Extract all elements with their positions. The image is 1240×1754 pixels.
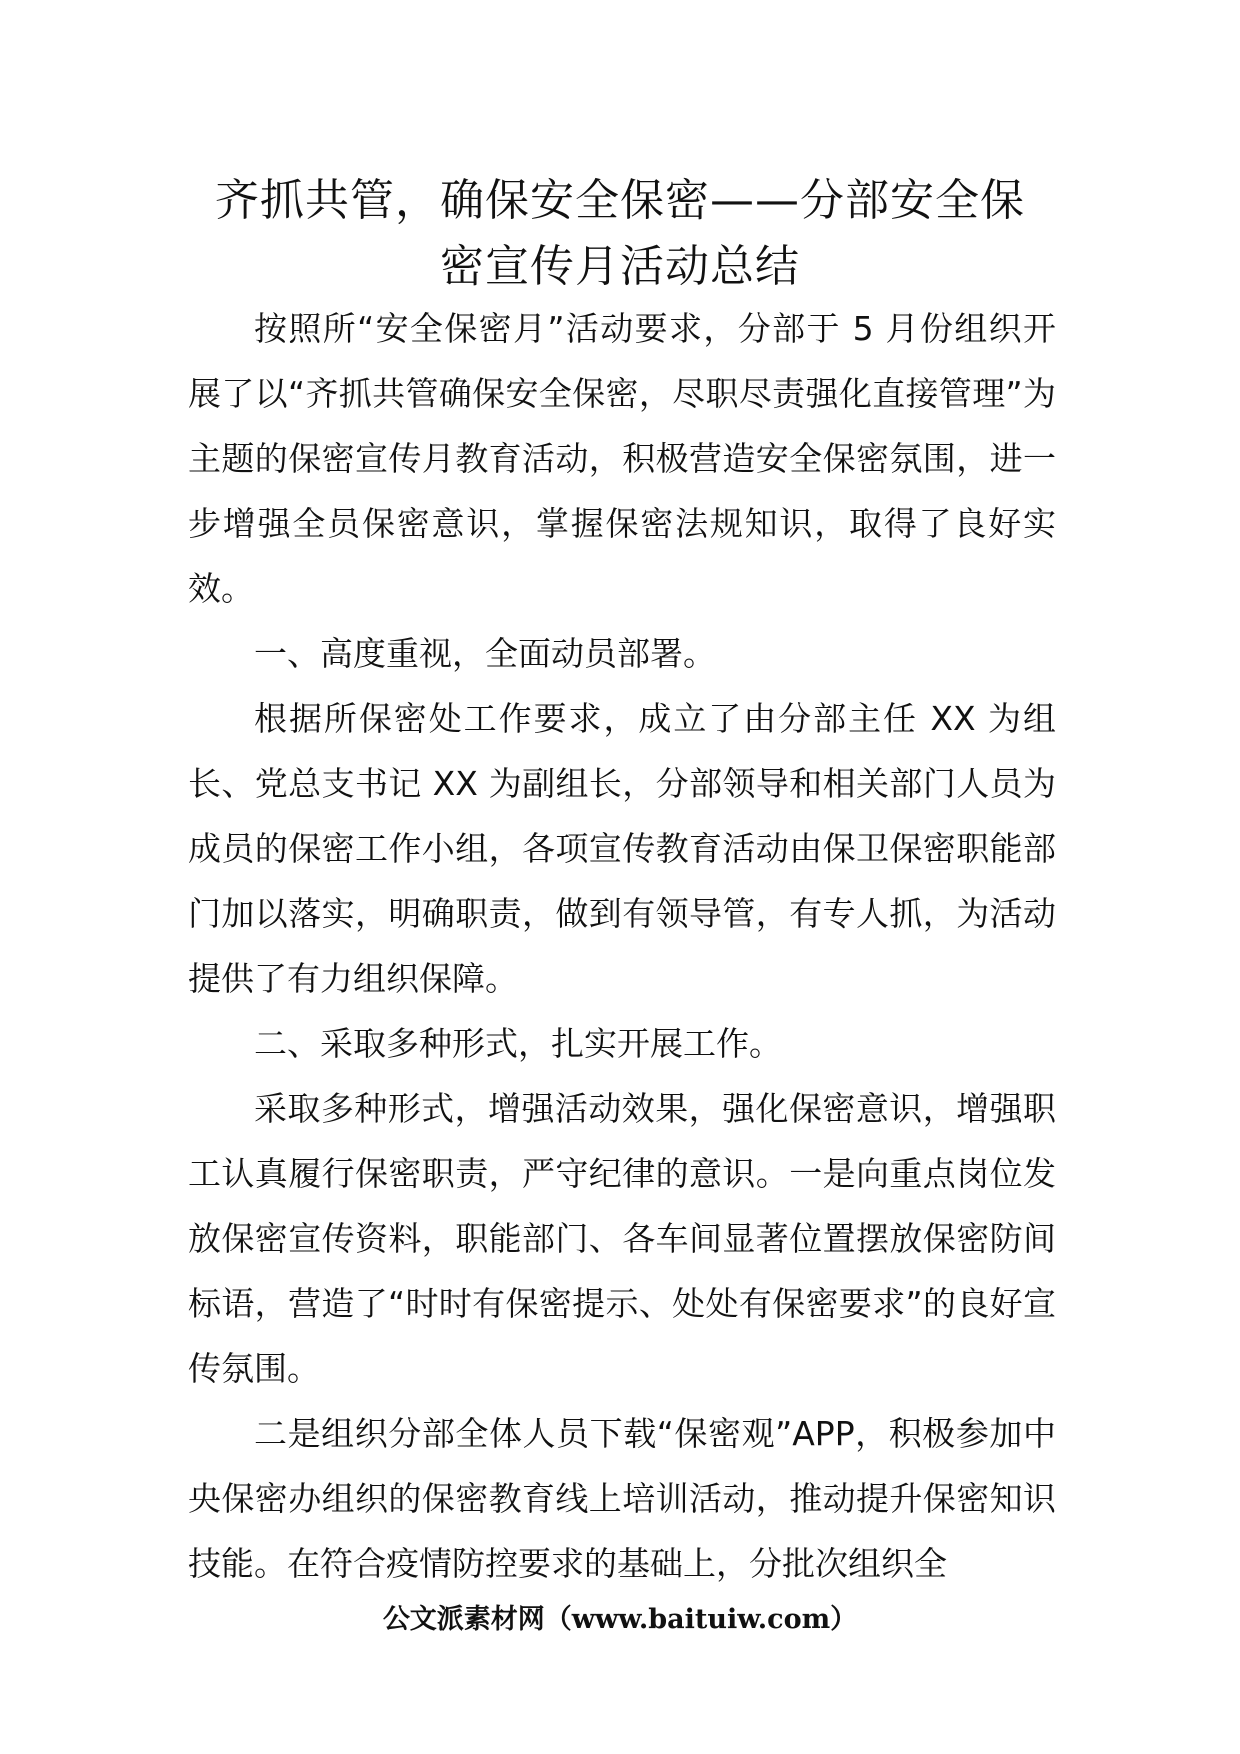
section-2-paragraph: 采取多种形式，增强活动效果，强化保密意识，增强职工认真履行保密职责，严守纪律的意识。一是向重点岗位发放保密宣传资料，职能部门、各车间显著位置摆放保密防间标语，营造了“时时有保密提示、处处有保密要求”的良好宣传氛围。 — [188, 1089, 1056, 1388]
section-heading-1: 一、高度重视，全面动员部署。 — [254, 634, 716, 673]
section-heading-2: 二、采取多种形式，扎实开展工作。 — [254, 1024, 782, 1063]
document-body — [188, 296, 1056, 1596]
title-line-2: 密宣传月活动总结 — [440, 241, 800, 292]
title-line-1: 齐抓共管，确保安全保密——分部安全保 — [215, 175, 1025, 226]
section-2-paragraph-continued: 二是组织分部全体人员下载“保密观”APP，积极参加中央保密办组织的保密教育线上培训活动，推动提升保密知识技能。在符合疫情防控要求的基础上，分批次组织全 — [188, 1414, 1056, 1583]
footer-watermark: 公文派素材网（www.baituiw.com） — [382, 1604, 858, 1635]
section-1-paragraph: 根据所保密处工作要求，成立了由分部主任 XX 为组长、党总支书记 XX 为副组长，分部领导和相关部门人员为成员的保密工作小组，各项宣传教育活动由保卫保密职能部门加以落实，明确职责，做到有领导管，有专人抓，为活动提供了有力组织保障。 — [188, 699, 1056, 998]
document-title — [150, 168, 1090, 300]
intro-paragraph: 按照所“安全保密月”活动要求，分部于 5 月份组织开展了以“齐抓共管确保安全保密，尽职尽责强化直接管理”为主题的保密宣传月教育活动，积极营造安全保密氛围，进一步增强全员保密意识，掌握保密法规知识，取得了良好实效。 — [188, 309, 1056, 608]
